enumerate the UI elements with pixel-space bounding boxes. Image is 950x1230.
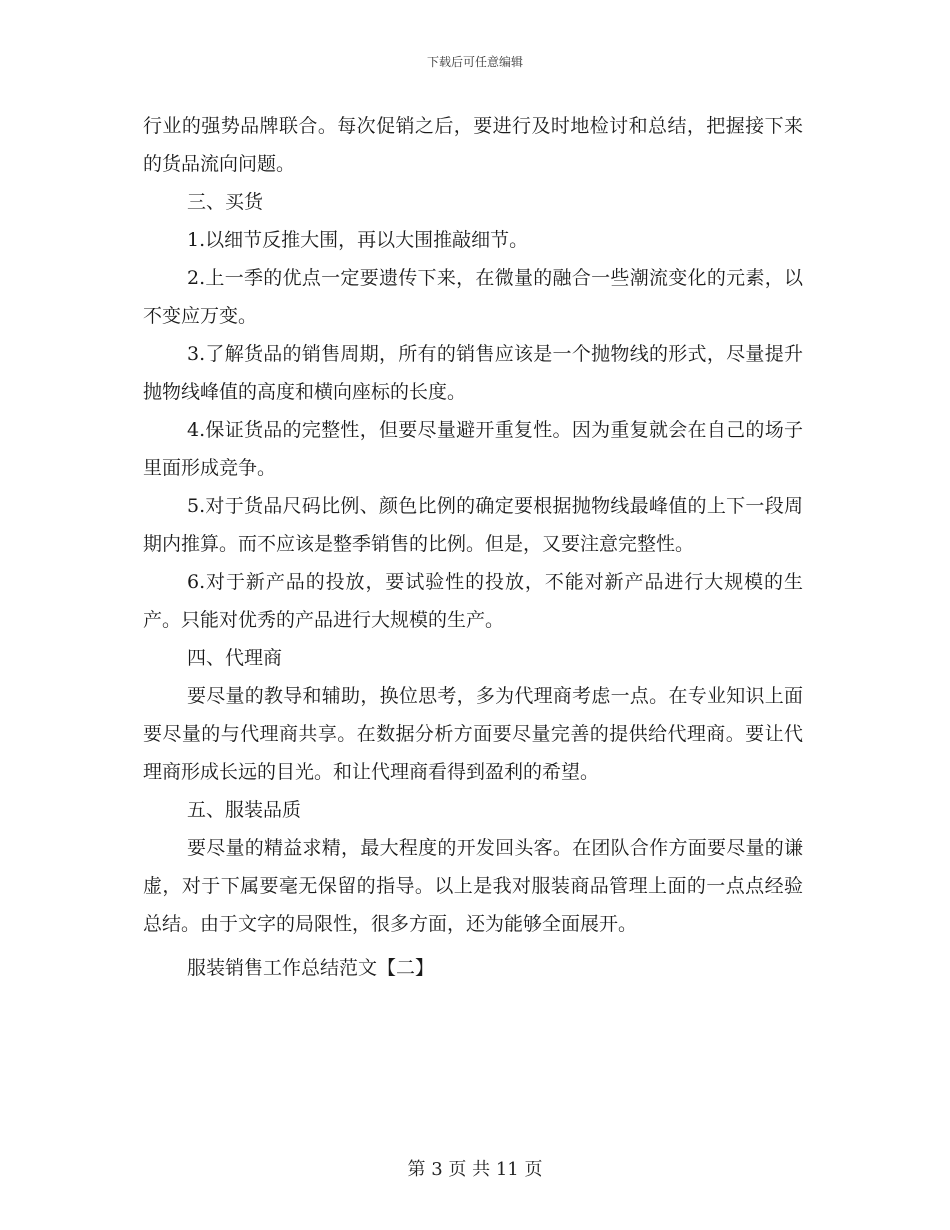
page-header: 下载后可任意编辑 <box>426 55 523 69</box>
paragraph: 要尽量的精益求精，最大程度的开发回头客。在团队合作方面要尽量的谦虚，对于下属要毫无保留的指导。以上是我对服装商品管理上面的一点点经验总结。由于文字的局限性，很多方面，还为能够全面展开。 <box>143 837 803 935</box>
body-text <box>143 107 803 987</box>
next-article-title: 服装销售工作总结范文【二】 <box>187 957 435 979</box>
list-item: 2.上一季的优点一定要遗传下来，在微量的融合一些潮流变化的元素，以不变应万变。 <box>143 267 803 327</box>
section-heading-buying: 三、买货 <box>187 191 264 213</box>
page-footer: 第 3 页 共 11 页 <box>407 1159 543 1180</box>
paragraph: 要尽量的教导和辅助，换位思考，多为代理商考虑一点。在专业知识上面要尽量的与代理商共享。在数据分析方面要尽量完善的提供给代理商。要让代理商形成长远的目光。和让代理商看得到盈利的希望。 <box>143 685 803 783</box>
section-heading-agents: 四、代理商 <box>187 647 283 669</box>
list-item: 5.对于货品尺码比例、颜色比例的确定要根据抛物线最峰值的上下一段周期内推算。而不应该是整季销售的比例。但是，又要注意完整性。 <box>143 495 803 555</box>
list-item: 1.以细节反推大围，再以大围推敲细节。 <box>187 229 529 251</box>
list-item: 6.对于新产品的投放，要试验性的投放，不能对新产品进行大规模的生产。只能对优秀的产品进行大规模的生产。 <box>143 571 803 631</box>
section-heading-quality: 五、服装品质 <box>187 799 302 821</box>
list-item: 3.了解货品的销售周期，所有的销售应该是一个抛物线的形式，尽量提升抛物线峰值的高度和横向座标的长度。 <box>143 343 803 403</box>
paragraph: 行业的强势品牌联合。每次促销之后，要进行及时地检讨和总结，把握接下来的货品流向问题。 <box>143 115 803 175</box>
list-item: 4.保证货品的完整性，但要尽量避开重复性。因为重复就会在自己的场子里面形成竞争。 <box>143 419 803 479</box>
